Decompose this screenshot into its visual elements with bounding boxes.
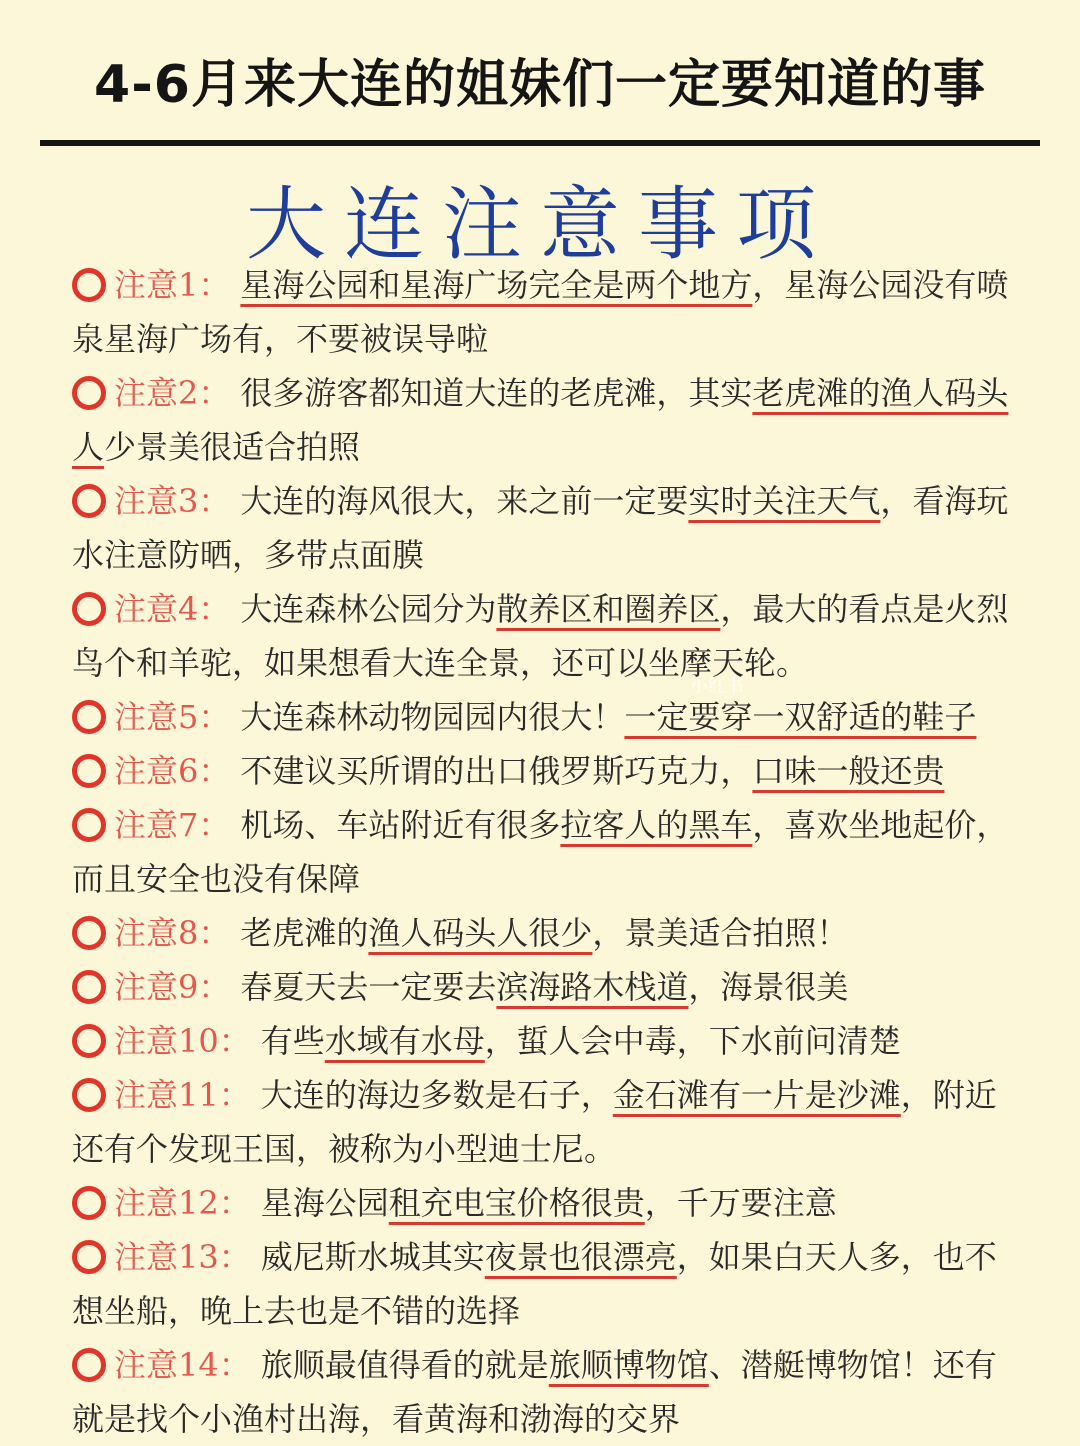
note-text: ，星海公园没有喷泉星海广场有，不要被误导啦	[72, 266, 1009, 358]
red-circle-icon	[72, 1348, 106, 1382]
note-item	[72, 258, 1012, 366]
page-subtitle: 大连注意事项	[246, 178, 834, 271]
note-text: ，看海玩水注意防晒，多带点面膜	[72, 482, 1009, 574]
note-highlight: 渔人码头人很少	[368, 914, 593, 952]
note-text: ，附近还有个发现王国，被称为小型迪士尼。	[72, 1076, 997, 1168]
note-text: 机场、车站附近有很多	[240, 806, 561, 844]
note-label: 注意8：	[114, 914, 231, 952]
red-circle-icon	[72, 1078, 106, 1112]
note-label: 注意5：	[114, 698, 231, 736]
note-item	[72, 690, 1012, 744]
note-text: ，蜇人会中毒，下水前问清楚	[484, 1022, 901, 1060]
note-label: 注意2：	[114, 374, 231, 412]
note-item	[72, 906, 1012, 960]
red-circle-icon	[72, 268, 106, 302]
note-highlight: 散养区和圈养区	[496, 590, 721, 628]
note-item	[72, 1068, 1012, 1176]
red-circle-icon	[72, 1024, 106, 1058]
note-text: 大连的海风很大，来之前一定要	[240, 482, 689, 520]
note-text: 星海公园	[260, 1184, 389, 1222]
note-label: 注意7：	[114, 806, 231, 844]
note-highlight: 口味一般还贵	[752, 752, 945, 790]
note-text: 大连的海边多数是石子，	[260, 1076, 613, 1114]
red-circle-icon	[72, 970, 106, 1004]
note-label: 注意12：	[114, 1184, 251, 1222]
note-label: 注意6：	[114, 752, 231, 790]
red-circle-icon	[72, 700, 106, 734]
note-label: 注意1：	[114, 266, 231, 304]
note-highlight: 旅顺博物馆	[548, 1346, 709, 1384]
note-text: ，喜欢坐地起价，而且安全也没有保障	[72, 806, 1009, 898]
note-highlight: 租充电宝价格很贵	[388, 1184, 645, 1222]
note-item	[72, 798, 1012, 906]
note-highlight: 拉客人的黑车	[560, 806, 753, 844]
note-highlight: 夜景也很漂亮	[484, 1238, 677, 1276]
note-text: 、潜艇博物馆！还有就是找个小渔村出海，看黄海和渤海的交界	[72, 1346, 997, 1438]
red-circle-icon	[72, 1186, 106, 1220]
note-text: 春夏天去一定要去	[240, 968, 497, 1006]
note-label: 注意14：	[114, 1346, 251, 1384]
note-label: 注意11：	[114, 1076, 251, 1114]
red-circle-icon	[72, 916, 106, 950]
note-text: 大连森林动物园园内很大！	[240, 698, 625, 736]
note-highlight: 水域有水母	[324, 1022, 485, 1060]
note-item	[72, 1230, 1012, 1338]
note-item	[72, 1338, 1012, 1446]
note-highlight: 金石滩有一片是沙滩	[612, 1076, 901, 1114]
note-text: 有些	[260, 1022, 325, 1060]
note-label: 注意9：	[114, 968, 231, 1006]
note-text: 少景美很适合拍照	[104, 428, 361, 466]
note-text: 不建议买所谓的出口俄罗斯巧克力，	[240, 752, 753, 790]
note-highlight: 滨海路木栈道	[496, 968, 689, 1006]
note-highlight: 星海公园和星海广场完全是两个地方	[240, 266, 753, 304]
note-label: 注意4：	[114, 590, 231, 628]
note-text: ，千万要注意	[644, 1184, 837, 1222]
note-item	[72, 1014, 1012, 1068]
note-item	[72, 366, 1012, 474]
note-item	[72, 582, 1012, 690]
note-item	[72, 1176, 1012, 1230]
notes-list	[72, 258, 1012, 1446]
red-circle-icon	[72, 376, 106, 410]
note-text: 旅顺最值得看的就是	[260, 1346, 549, 1384]
note-text: 大连森林公园分为	[240, 590, 497, 628]
red-circle-icon	[72, 484, 106, 518]
note-text: ，最大的看点是火烈鸟个和羊驼，如果想看大连全景，还可以坐摩天轮。	[72, 590, 1009, 682]
watermark: 小红书	[690, 676, 744, 697]
note-highlight: 老虎滩的渔人码头人	[72, 374, 1009, 466]
note-label: 注意3：	[114, 482, 231, 520]
note-item	[72, 474, 1012, 582]
page-title: 4-6月来大连的姐妹们一定要知道的事	[94, 55, 986, 115]
title-divider	[40, 140, 1040, 146]
note-label: 注意13：	[114, 1238, 251, 1276]
red-circle-icon	[72, 1240, 106, 1274]
note-text: ，海景很美	[688, 968, 849, 1006]
note-highlight: 实时关注天气	[688, 482, 881, 520]
note-highlight: 一定要穿一双舒适的鞋子	[624, 698, 977, 736]
red-circle-icon	[72, 592, 106, 626]
red-circle-icon	[72, 808, 106, 842]
note-text: ，如果白天人多，也不想坐船，晚上去也是不错的选择	[72, 1238, 997, 1330]
note-label: 注意10：	[114, 1022, 251, 1060]
note-text: 老虎滩的	[240, 914, 369, 952]
note-item	[72, 744, 1012, 798]
red-circle-icon	[72, 754, 106, 788]
note-text: 很多游客都知道大连的老虎滩，其实	[240, 374, 753, 412]
note-item	[72, 960, 1012, 1014]
note-text: ，景美适合拍照！	[592, 914, 849, 952]
note-text: 威尼斯水城其实	[260, 1238, 485, 1276]
